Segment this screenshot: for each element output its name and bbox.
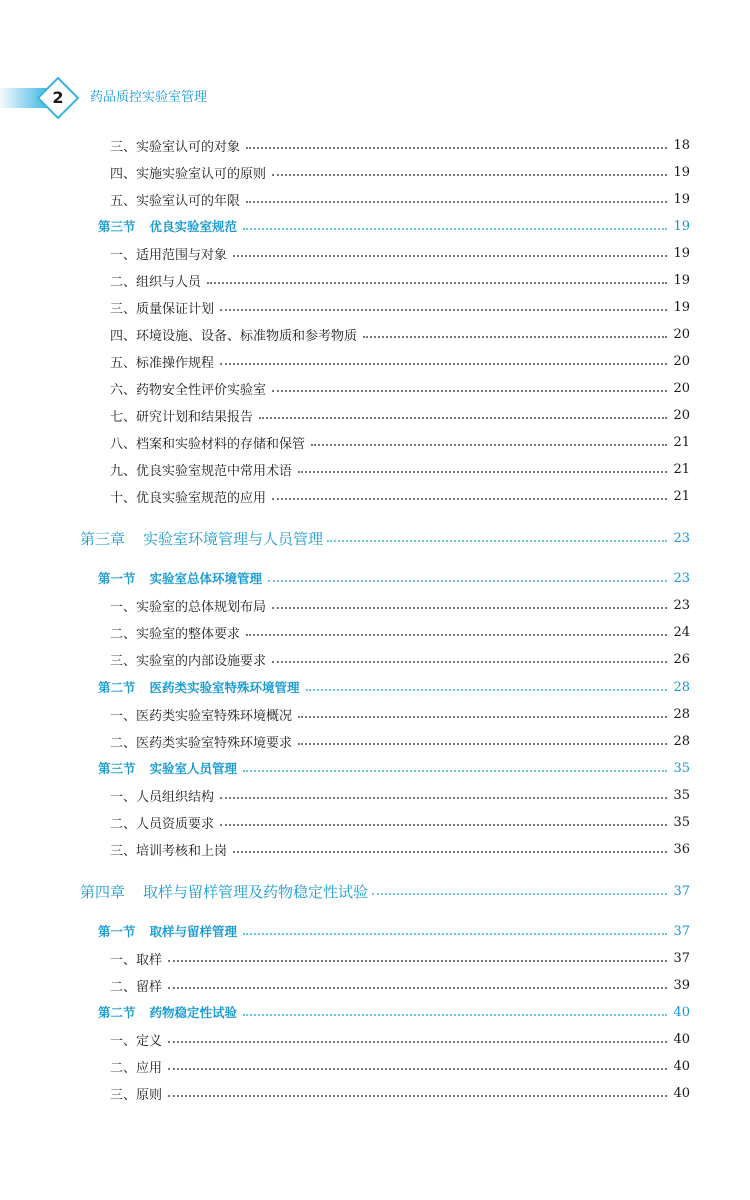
toc-entry-text: 一、实验室的总体规划布局 [110,599,267,615]
toc-entry-text: 一、人员组织结构 [110,789,215,805]
toc-entry-title [110,623,240,642]
dot-leader [233,851,667,853]
toc-entry-title [110,840,227,859]
toc-page-number: 21 [673,461,690,477]
toc-item-row[interactable] [110,324,690,344]
toc-page-number: 26 [673,651,690,667]
book-title: 药品质控实验室管理 [90,90,208,105]
dot-leader [220,824,667,826]
toc-entry-text: 五、标准操作规程 [110,355,215,371]
dot-leader [246,634,667,636]
toc-entry-text: 二、应用 [110,1060,163,1076]
chapter-number: 第三章 [80,529,126,548]
toc-entry-text: 取样与留样管理及药物稳定性试验 [143,882,369,901]
toc-page-number: 35 [673,760,690,776]
toc-entry-title [110,379,266,398]
toc-item-row[interactable] [110,1029,690,1049]
dot-leader [168,1068,667,1070]
toc-entry-text: 二、留样 [110,979,163,995]
toc-item-row[interactable] [110,351,690,371]
toc-entry-title [110,786,214,805]
toc-entry-text: 七、研究计划和结果报告 [110,409,254,425]
toc-page-number: 19 [673,245,690,261]
toc-entry-text: 取样与留样管理 [149,924,238,939]
section-number: 第二节 [98,1005,136,1020]
toc-entry-text: 二、人员资质要求 [110,816,215,832]
dot-leader [168,987,667,989]
toc-item-row[interactable] [110,1056,690,1076]
toc-entry-title [110,244,227,263]
toc-page-number: 19 [673,272,690,288]
toc-page-number: 20 [673,407,690,423]
toc-item-row[interactable] [110,731,690,751]
toc-entry-title [110,190,240,209]
toc-page-number: 40 [673,1031,690,1047]
toc-entry-title [98,678,300,696]
toc-entry-title [98,922,237,940]
toc-entry-text: 四、环境设施、设备、标准物质和参考物质 [110,328,358,344]
toc-entry-title [110,732,292,751]
toc-page-number: 19 [673,299,690,315]
toc-item-row[interactable] [110,649,690,669]
dot-leader [220,797,667,799]
section-number: 第二节 [98,680,136,695]
toc-page-number: 28 [673,706,690,722]
toc-section-row[interactable] [98,216,690,236]
toc-item-row[interactable] [110,189,690,209]
toc-entry-title [110,949,162,968]
dot-leader [243,1014,667,1016]
toc-section-row[interactable] [98,568,690,588]
dot-leader [372,893,667,895]
section-number: 第一节 [98,924,136,939]
toc-entry-text: 二、组织与人员 [110,274,202,290]
toc-entry-text: 三、质量保证计划 [110,301,215,317]
toc-item-row[interactable] [110,162,690,182]
toc-page-number: 23 [673,530,690,546]
toc-entry-text: 五、实验室认可的年限 [110,193,241,209]
dot-leader [246,201,667,203]
toc-entry-title [110,1057,162,1076]
dot-leader [306,689,668,691]
toc-item-row[interactable] [110,704,690,724]
toc-page-number: 18 [673,137,690,153]
toc-item-row[interactable] [110,270,690,290]
toc-item-row[interactable] [110,1083,690,1103]
toc-page-number: 21 [673,434,690,450]
toc-entry-text: 优良实验室规范 [149,219,238,234]
dot-leader [311,444,667,446]
toc-entry-title [110,298,214,317]
toc-page-number: 35 [673,787,690,803]
toc-entry-title [80,881,368,902]
toc-entry-text: 一、适用范围与对象 [110,247,228,263]
dot-leader [168,960,667,962]
toc-entry-text: 二、实验室的整体要求 [110,626,241,642]
toc-item-row[interactable] [110,432,690,452]
toc-page-number: 40 [673,1085,690,1101]
toc-entry-text: 三、原则 [110,1087,163,1103]
dot-leader [268,580,667,582]
toc-entry-title [110,460,292,479]
toc-item-row[interactable] [110,135,690,155]
toc-entry-text: 三、培训考核和上岗 [110,843,228,859]
toc-section-row[interactable] [98,677,690,697]
dot-leader [259,417,667,419]
dot-leader [298,471,667,473]
toc-entry-text: 实验室总体环境管理 [149,571,263,586]
toc-item-row[interactable] [110,622,690,642]
toc-entry-text: 一、定义 [110,1033,163,1049]
toc-chapter-row[interactable] [80,528,690,548]
toc-page-number: 19 [673,218,690,234]
toc-entry-title [110,1030,162,1049]
dot-leader [327,540,667,542]
dot-leader [220,363,667,365]
dot-leader [272,661,667,663]
toc-page-number: 23 [673,570,690,586]
toc-page-number: 20 [673,353,690,369]
toc-section-row[interactable] [98,921,690,941]
dot-leader [272,390,667,392]
section-number: 第一节 [98,571,136,586]
dot-leader [298,743,667,745]
toc-entry-title [110,136,240,155]
toc-entry-title [110,596,266,615]
toc-entry-text: 实验室人员管理 [149,761,238,776]
toc-entry-text: 三、实验室的内部设施要求 [110,653,267,669]
toc-entry-title [110,813,214,832]
toc-item-row[interactable] [110,378,690,398]
toc-entry-title [110,352,214,371]
toc-item-row[interactable] [110,486,690,506]
toc-page-number: 37 [673,883,690,899]
toc-entry-text: 十、优良实验室规范的应用 [110,490,267,506]
toc-entry-text: 二、医药类实验室特殊环境要求 [110,735,293,751]
toc-entry-text: 八、档案和实验材料的存储和保管 [110,436,306,452]
toc-entry-title [110,406,253,425]
toc-entry-text: 四、实施实验室认可的原则 [110,166,267,182]
toc-page-number: 40 [673,1004,690,1020]
toc-entry-title [110,1084,162,1103]
toc-page-number: 35 [673,814,690,830]
toc-entry-title [110,163,266,182]
toc-entry-title [98,217,237,235]
toc-page-number: 24 [673,624,690,640]
dot-leader [220,309,667,311]
toc-item-row[interactable] [110,243,690,263]
toc-item-row[interactable] [110,297,690,317]
toc-page-number: 23 [673,597,690,613]
section-number: 第三节 [98,219,136,234]
page-number: 2 [52,88,64,107]
toc-page-number: 37 [673,950,690,966]
toc-entry-text: 药物稳定性试验 [149,1005,238,1020]
dot-leader [272,607,667,609]
chapter-number: 第四章 [80,882,126,901]
dot-leader [168,1095,667,1097]
toc-page-number: 36 [673,841,690,857]
toc-entry-title [110,433,305,452]
toc-page-number: 20 [673,326,690,342]
toc-entry-text: 一、取样 [110,952,163,968]
toc-item-row[interactable] [110,785,690,805]
section-number: 第三节 [98,761,136,776]
toc-entry-title [110,487,266,506]
toc-section-row[interactable] [98,1002,690,1022]
toc-page-number: 37 [673,923,690,939]
toc-item-row[interactable] [110,459,690,479]
dot-leader [272,174,667,176]
toc-entry-text: 医药类实验室特殊环境管理 [149,680,300,695]
dot-leader [233,255,667,257]
toc-page-number: 28 [673,733,690,749]
toc-page-number: 28 [673,679,690,695]
toc-entry-title [110,976,162,995]
dot-leader [298,716,667,718]
toc-item-row[interactable] [110,839,690,859]
dot-leader [272,498,667,500]
dot-leader [363,336,667,338]
toc-page-number: 19 [673,164,690,180]
toc-entry-text: 六、药物安全性评价实验室 [110,382,267,398]
dot-leader [168,1041,667,1043]
dot-leader [243,933,667,935]
toc-item-row[interactable] [110,595,690,615]
toc-entry-text: 一、医药类实验室特殊环境概况 [110,708,293,724]
toc-item-row[interactable] [110,812,690,832]
toc-entry-text: 三、实验室认可的对象 [110,139,241,155]
toc-item-row[interactable] [110,948,690,968]
toc-entry-title [110,650,266,669]
toc-page-number: 21 [673,488,690,504]
dot-leader [246,147,667,149]
toc-entry-title [110,705,292,724]
toc-page-number: 39 [673,977,690,993]
dot-leader [243,228,667,230]
toc-item-row[interactable] [110,405,690,425]
toc-entry-title [98,569,262,587]
toc-entry-title [80,528,323,549]
toc-page-number: 40 [673,1058,690,1074]
dot-leader [243,770,667,772]
toc-section-row[interactable] [98,758,690,778]
dot-leader [207,282,667,284]
toc-page-number: 19 [673,191,690,207]
toc-page-number: 20 [673,380,690,396]
toc-entry-title [98,1003,237,1021]
toc-entry-title [110,325,357,344]
toc-chapter-row[interactable] [80,881,690,901]
toc-entry-title [98,759,237,777]
toc-entry-text: 实验室环境管理与人员管理 [143,529,324,548]
toc-entry-text: 九、优良实验室规范中常用术语 [110,463,293,479]
toc-item-row[interactable] [110,975,690,995]
toc-entry-title [110,271,201,290]
